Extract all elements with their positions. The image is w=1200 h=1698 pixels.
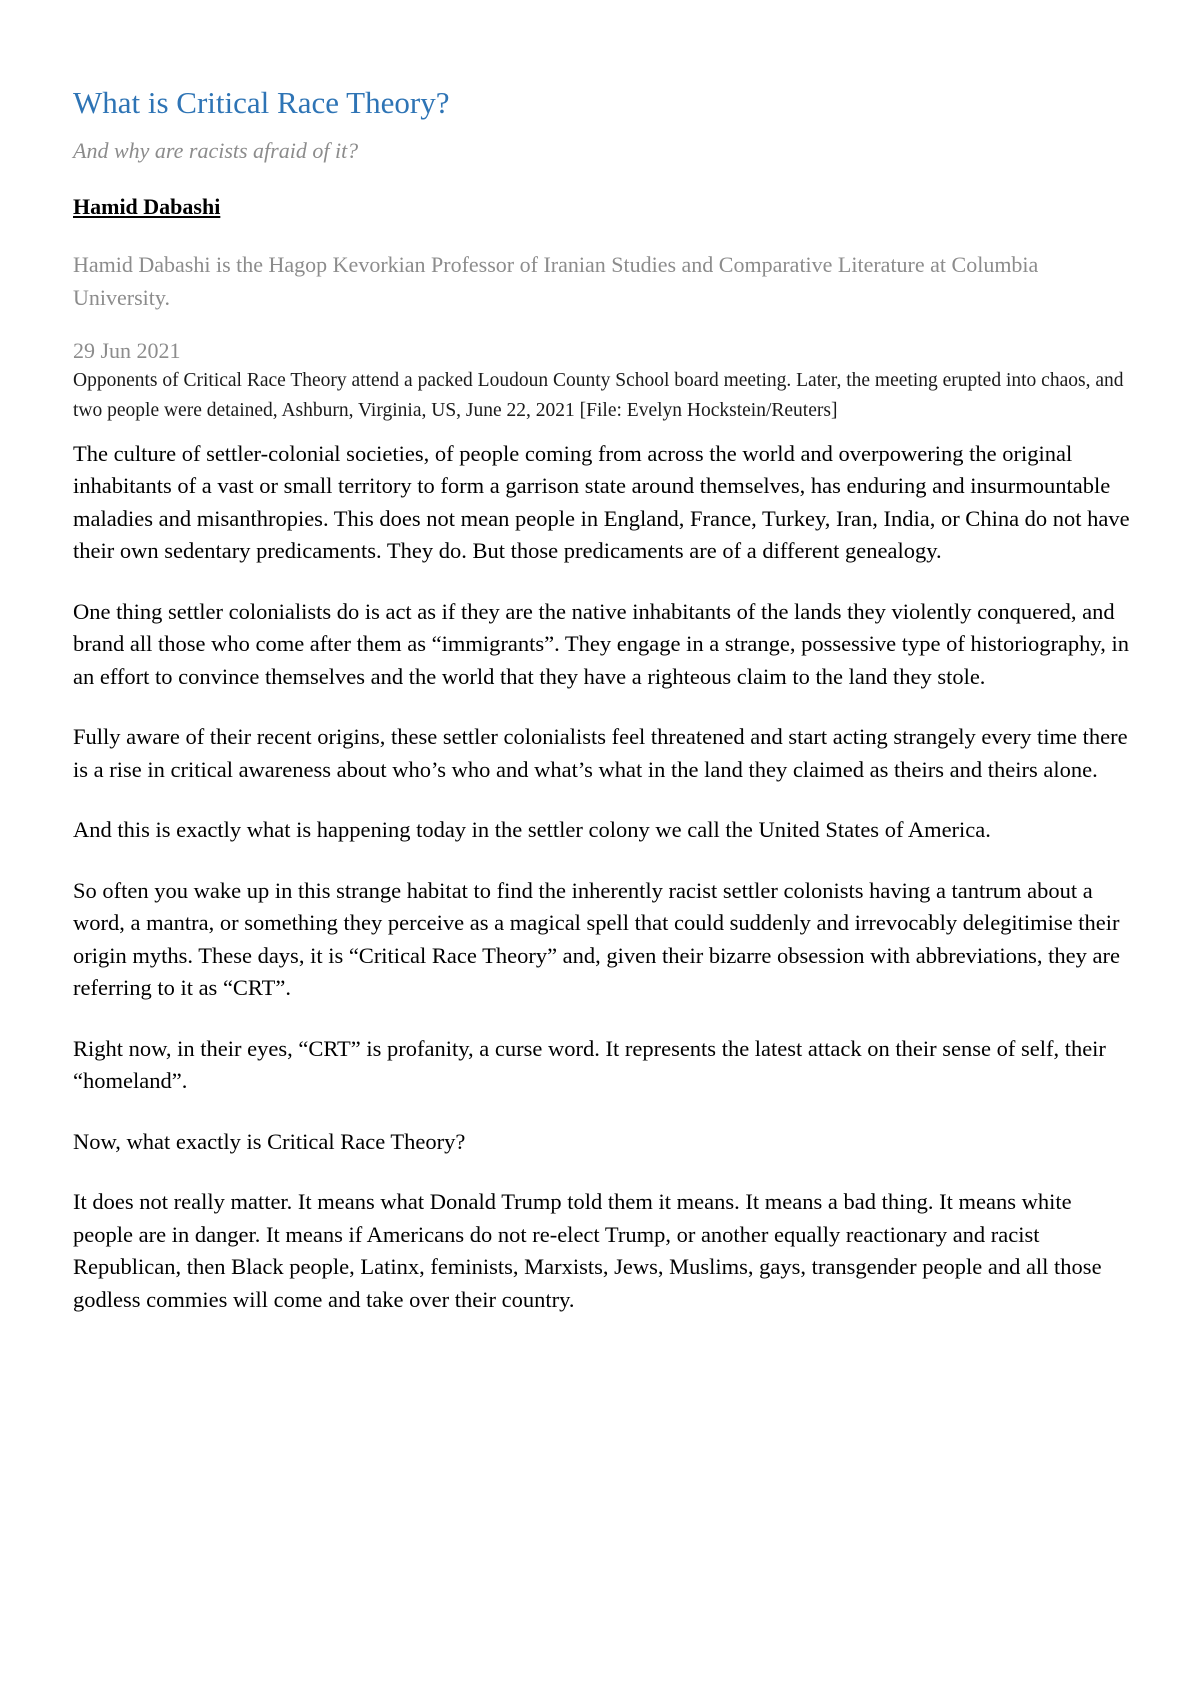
article <box>73 84 1133 1344</box>
body-paragraph: Now, what exactly is Critical Race Theory? <box>73 1128 466 1154</box>
body-paragraph: It does not really matter. It means what Donald Trump told them it means. It means a bad thing. It means white people are in danger. It means if Americans do not re-elect Trump, or another equally reactionary and racist Republican, then Black people, Latinx, feminists, Marxists, Jews, Muslims, gays, transgender people and all those godless commies will come and take over their country. <box>73 1189 1102 1312</box>
body-paragraph: Right now, in their eyes, “CRT” is profanity, a curse word. It represents the latest attack on their sense of self, their “homeland”. <box>73 1035 1106 1094</box>
article-subtitle: And why are racists afraid of it? <box>73 137 359 163</box>
author-link[interactable]: Hamid Dabashi <box>73 194 221 220</box>
body-paragraph: So often you wake up in this strange habitat to find the inherently racist settler colonists having a tantrum about a word, a mantra, or something they perceive as a magical spell that could suddenly and irrevocably delegitimise their origin myths. These days, it is “Critical Race Theory” and, given their bizarre obsession with abbreviations, they are referring to it as “CRT”. <box>73 877 1121 1001</box>
image-caption: Opponents of Critical Race Theory attend a packed Loudoun County School board meeting. Later, the meeting erupted into chaos, and two people were detained, Ashburn, Virginia, US, June 22, 2021 [File: Evelyn Hockstein/Reuters] <box>73 369 1124 421</box>
article-title: What is Critical Race Theory? <box>73 85 450 120</box>
publish-date: 29 Jun 2021 <box>73 337 181 363</box>
body-paragraph: The culture of settler-colonial societies, of people coming from across the world and overpowering the original inhabitants of a vast or small territory to form a garrison state around themselves, has enduring and insurmountable maladies and misanthropies. This does not mean people in England, France, Turkey, Iran, India, or China do not have their own sedentary predicaments. They do. But those predicaments are of a different genealogy. <box>73 440 1130 564</box>
author-bio: Hamid Dabashi is the Hagop Kevorkian Professor of Iranian Studies and Comparative Literature at Columbia University. <box>73 251 1039 310</box>
body-paragraph: And this is exactly what is happening today in the settler colony we call the United States of America. <box>73 817 991 843</box>
article-body <box>73 438 1133 1317</box>
body-paragraph: One thing settler colonialists do is act as if they are the native inhabitants of the lands they violently conquered, and brand all those who come after them as “immigrants”. They engage in a strange, possessive type of historiography, in an effort to convince themselves and the world that they have a righteous claim to the land they stole. <box>73 598 1129 689</box>
body-paragraph: Fully aware of their recent origins, these settler colonialists feel threatened and start acting strangely every time there is a rise in critical awareness about who’s who and what’s what in the land they claimed as theirs and theirs alone. <box>73 724 1128 782</box>
